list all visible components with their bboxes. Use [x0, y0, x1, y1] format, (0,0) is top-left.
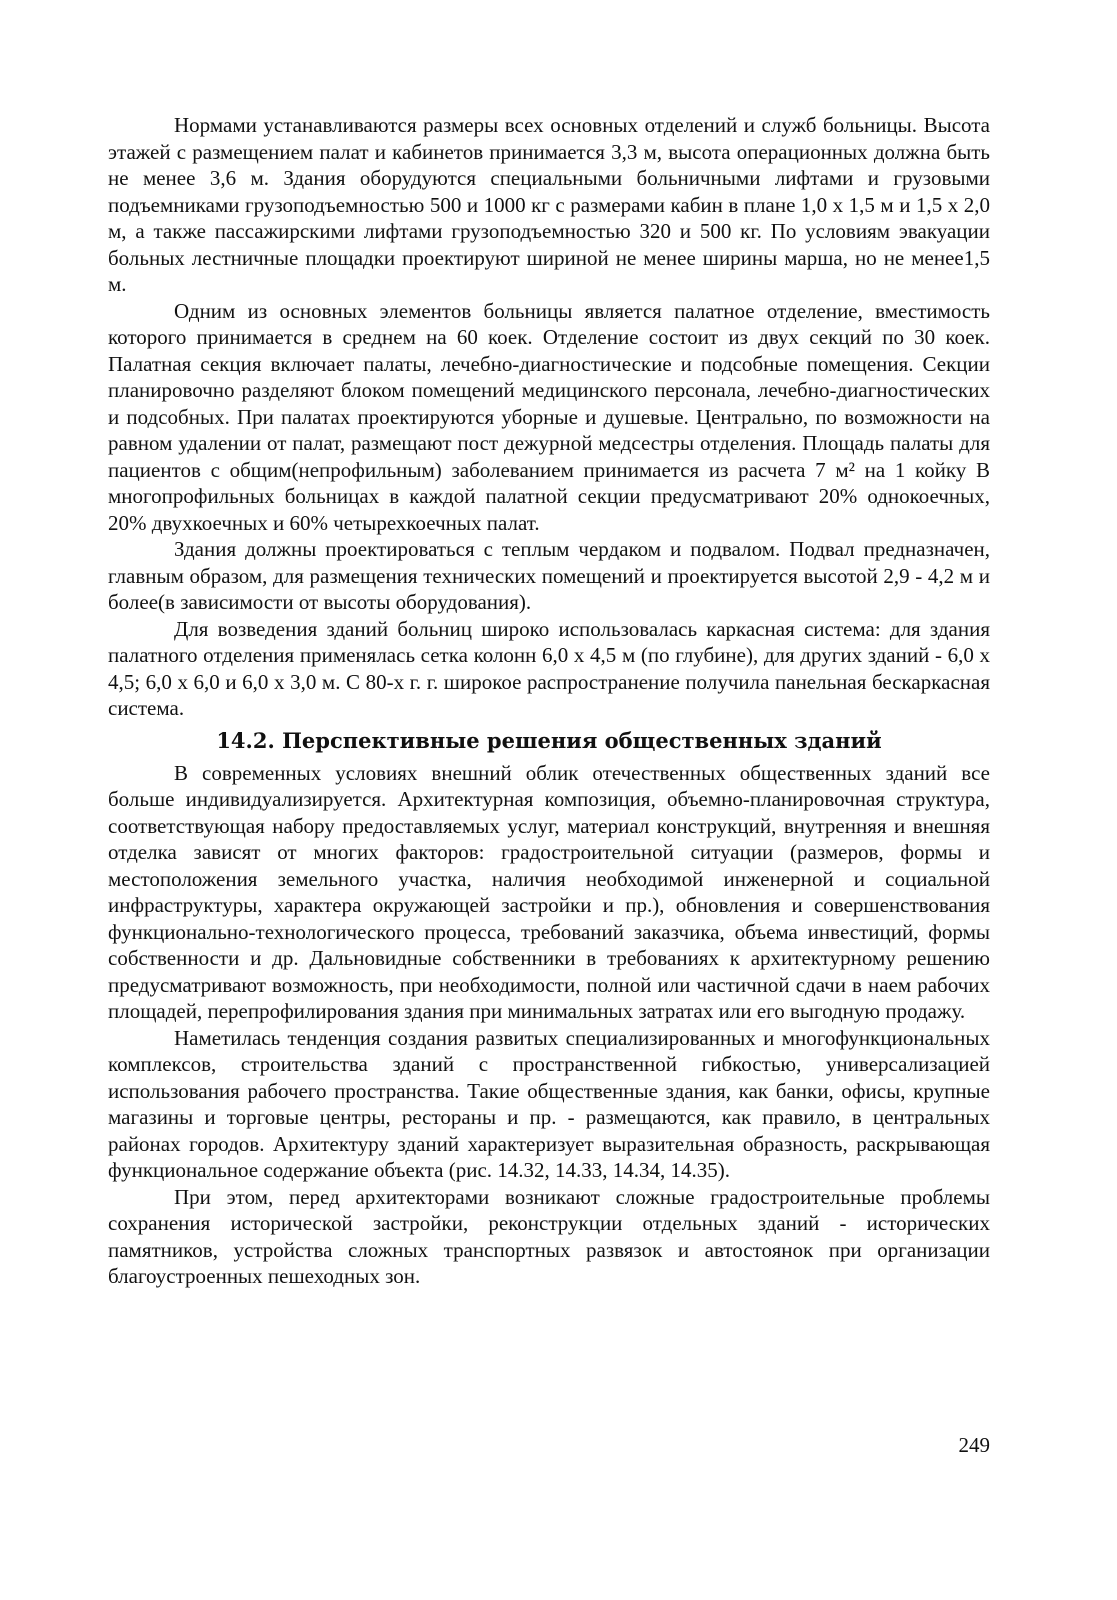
page-content: [108, 112, 990, 1290]
page-number: 249: [958, 1433, 990, 1457]
paragraph-urban-problems: При этом, перед архитекторами возникают сложные градостроительные проблемы сохранения исторической застройки, реконструкции отдельных зданий - исторических памятников, устройства сложных транспортных развязок и автостоянок при организации благоустроенных пешеходных зон.: [108, 1184, 990, 1288]
paragraph-hospital-norms: Нормами устанавливаются размеры всех основных отделений и служб больницы. Высота этажей с размещением палат и кабинетов принимается 3,3 м, высота операционных должна быть не менее 3,6 м. Здания оборудуются специальными больничными лифтами и грузовыми подъемниками грузоподъемностью 500 и 1000 кг с размерами кабин в плане 1,0 х 1,5 м и 1,5 х 2,0 м, а также пассажирскими лифтами грузоподъемностью 320 и 500 кг. По условиям эвакуации больных лестничные площадки проектируют шириной не менее ширины марша, но не менее1,5 м.: [108, 113, 990, 296]
section-heading: 14.2. Перспективные решения общественных зданий: [216, 727, 882, 753]
paragraph-modern-conditions: В современных условиях внешний облик отечественных общественных зданий все больше индивидуализируется. Архитектурная композиция, объемно-планировочная структура, соответствующая набору предоставляемых услуг, материал конструкций, внутренняя и внешняя отделка зависят от многих факторов: градостроительной ситуации (размеров, формы и местоположения земельного участка, наличия необходимой инженерной и социальной инфраструктуры, характера окружающей застройки и пр.), обновления и совершенствования функционально-технологического процесса, требований заказчика, объема инвестиций, формы собственности и др. Дальновидные собственники в требованиях к архитектурному решению предусматривают возможность, при необходимости, полной или частичной сдачи в наем рабочих площадей, перепрофилирования здания при минимальных затратах или его выгодную продажу.: [108, 760, 990, 1023]
paragraph-frame-system: Для возведения зданий больниц широко использовалась каркасная система: для здания палатного отделения применялась сетка колонн 6,0 х 4,5 м (по глубине), для других зданий - 6,0 х 4,5; 6,0 х 6,0 и 6,0 х 3,0 м. С 80-х г. г. широкое распространение получила панельная бескаркасная система.: [108, 616, 990, 720]
paragraph-attic-basement: Здания должны проектироваться с теплым чердаком и подвалом. Подвал предназначен, главным образом, для размещения технических помещений и проектируется высотой 2,9 - 4,2 м и более(в зависимости от высоты оборудования).: [108, 537, 990, 614]
paragraph-trend-complexes: Наметилась тенденция создания развитых специализированных и многофункциональных комплексов, строительства зданий с пространственной гибкостью, универсализацией использования рабочего пространства. Такие общественные здания, как банки, офисы, крупные магазины и торговые центры, рестораны и пр. - размещаются, как правило, в центральных районах городов. Архитектуру зданий характеризует выразительная образность, раскрывающая функциональное содержание объекта (рис. 14.32, 14.33, 14.34, 14.35).: [108, 1025, 990, 1182]
paragraph-ward-department: Одним из основных элементов больницы является палатное отделение, вместимость которого принимается в среднем на 60 коек. Отделение состоит из двух секций по 30 коек. Палатная секция включает палаты, лечебно-диагностические и подсобные помещения. Секции планировочно разделяют блоком помещений медицинского персонала, лечебно-диагностических и подсобных. При палатах проектируются уборные и душевые. Центрально, по возможности на равном удалении от палат, размещают пост дежурной медсестры отделения. Площадь палаты для пациентов с общим(непрофильным) заболеванием принимается из расчета 7 м² на 1 койку В многопрофильных больницах в каждой палатной секции предусматривают 20% однокоечных, 20% двухкоечных и 60% четырехкоечных палат.: [108, 298, 990, 535]
